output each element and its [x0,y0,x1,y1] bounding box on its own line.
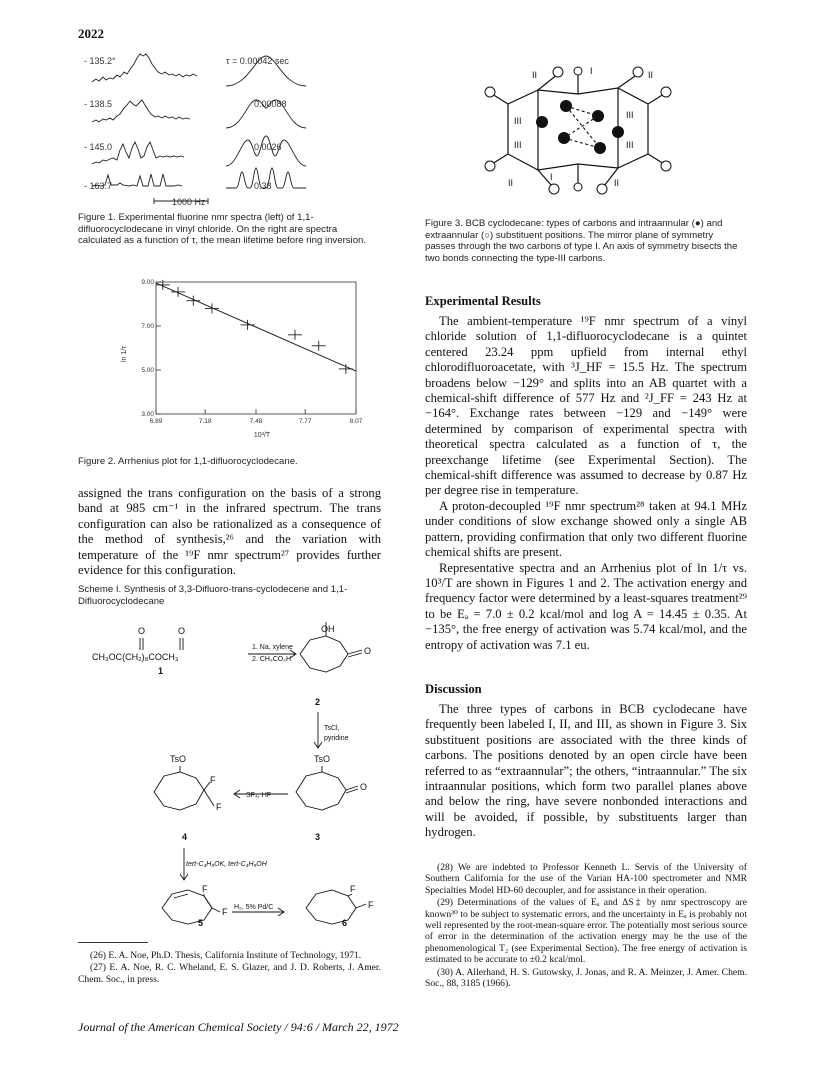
fig1-temp-label: - 163.7 [84,181,113,191]
o-label: O [364,646,372,656]
experimental-text [425,314,747,653]
y-tick-label: 9.00 [141,279,154,286]
section-heading-discussion: Discussion [425,682,482,696]
carbon-type-label: III [514,140,522,150]
reagent-label: 1. Na, xylene [252,644,293,651]
x-tick-label: 7.77 [298,418,312,425]
carbon-type-label: I [550,172,553,182]
plot-frame [156,282,356,414]
fig1-exp-spectrum [92,174,182,186]
data-point [312,341,326,351]
footnote: (26) E. A. Noe, Ph.D. Thesis, California Institute of Technology, 1971. [90,950,362,961]
y-axis-label: ln 1/τ [121,346,128,362]
fig1-temp-label: - 135.2° [84,56,116,66]
y-tick-label: 5.00 [141,367,154,374]
scheme-synthesis [78,610,383,930]
footnote: (28) We are indebted to Professor Kenneth L. Servis of the University of Southern California for the use of the Varian HA-100 spectrometer and NMR Specialties Model HD-60 decoupler, and for assistance in their operation. [425,862,747,896]
f-label: F [216,802,222,812]
figure2-arrhenius-plot [110,272,370,442]
carbon-type-label: II [508,178,514,188]
f-label: F [210,775,216,785]
f-label: F [222,907,228,917]
compound-number: 2 [315,697,321,707]
tso-label: TsO [170,754,187,764]
compound-number: 5 [198,918,204,928]
reagent-label: tert-C₄H₉OK, tert-C₄H₉OH [186,861,267,868]
left-footnotes [78,950,381,986]
fig1-temp-label: - 138.5 [84,99,113,109]
y-tick-label: 3.00 [141,411,154,418]
paragraph: The ambient-temperature ¹⁹F nmr spectrum of a vinyl chloride solution of 1,1-difluorocyclodecane is a quintet centered 23.24 ppm upfield from internal ethyl chlorodifluoroacetate, with ³J_HF = 15.5 Hz. The spectrum broadens below −129° and splits into an AB quartet with a chemical-shift difference of 577 Hz and ²J_FF = 243 Hz at −164°. Exchange rates between −129 and −149° were determined by comparison of experimental spectra with theoretical spectra calculated as a function of τ, the preexchange lifetime (see Experimental Section). The chemical-shift difference was assumed to decrease by 0.87 Hz per degree rise in temperature. [425,314,747,498]
page-number: 2022 [78,26,104,41]
compound-number: 6 [342,918,348,928]
compound-number: 1 [158,666,164,676]
data-point [339,364,353,374]
figure1-spectra [78,48,378,210]
carbon-type-label: II [614,178,620,188]
cyclodecane-ring [306,890,356,924]
reagent-label: pyridine [324,735,349,742]
reagent-label: 2. CH₃CO₂H [252,656,292,663]
compound-number: 3 [315,832,321,842]
carbon-type-label: III [626,140,634,150]
figure3-caption: Figure 3. BCB cyclodecane: types of carbons and intraannular (●) and extraannular (○) substituent positions. The mirror plane of symmetry passes through the two carbons of type I. An axis of symmetry bisects the two bonds connecting the type-III carbons. [425,218,738,264]
f-label: F [368,900,374,910]
footnote: (29) Determinations of the values of Eₐ and ΔS‡ by nmr spectroscopy are known³⁰ to be subject to systematic errors, and the uncertainty in Eₐ is probably not well represented by the root-mean-square error. The potentially most serious source of error in the determination of the activation energy may be the use of the phenomenological T₂ (see Experimental Section). The free energy of activation is estimated to be accurate to ±0.2 kcal/mol. [425,897,747,966]
x-axis-label: 10³/T [253,432,271,439]
data-point [288,330,302,340]
carbon-type-label: II [648,70,654,80]
compound-number: 4 [182,832,188,842]
fig1-tau-label: 0.00088 [254,99,287,109]
svg-text:O: O [138,626,146,636]
reactant-formula: CH₃OC(CH₂)₈COCH₃ [92,652,179,662]
fig1-temp-label: - 145.0 [84,142,113,152]
section-heading-experimental: Experimental Results [425,294,541,308]
x-tick-label: 7.18 [198,418,212,425]
figure1-caption: Figure 1. Experimental fluorine nmr spectra (left) of 1,1-difluorocyclodecane in vinyl chloride. On the right are spectra calculated as a function of τ, the mean lifetime before ring inversion. [78,212,367,247]
right-footnotes [425,862,747,990]
cyclodecane-ring [296,772,346,810]
oh-label: OH [321,624,335,634]
paragraph: A proton-decoupled ¹⁹F nmr spectrum²⁸ taken at 94.1 MHz under conditions of slow exchange showed only a single AB pattern, providing confirmation that only two different fluorine chemical shifts are present. [425,498,747,560]
x-tick-label: 8.07 [349,418,363,425]
tso-label: TsO [314,754,331,764]
fig1-tau-label: τ = 0.00042 sec [226,56,289,66]
cyclodecane-ring [300,636,348,672]
x-tick-label: 7.48 [249,418,263,425]
data-point [205,303,219,313]
svg-text:O: O [178,626,186,636]
fig1-tau-label: 0.0026 [254,142,282,152]
paragraph: The three types of carbons in BCB cyclodecane have frequently been labeled I, II, and III, as shown in Figure 3. Six substituent positions are associated with the three kinds of carbons. The positions denoted by an open circle have been referred to as “extraannular”; the others, “intraannular.” The six intraannular positions, which form two parallel planes above and below the ring, have severe nonbonded interactions and will be avoided, if possible, by substituents larger than hydrogen. [425,702,747,840]
cyclodecane-ring [162,890,212,924]
journal-footer: Journal of the American Chemical Society / 94:6 / March 22, 1972 [78,1020,399,1034]
f-label: F [202,884,208,894]
cyclodecane-ring [154,772,204,810]
o-label: O [360,782,368,792]
fit-line [156,283,356,371]
fig1-tau-label: 0.38 [254,181,272,191]
reagent-label: TsCl, [324,725,340,732]
discussion-text [425,702,747,841]
reagent-label: H₂, 5% Pd/C [234,904,274,911]
y-tick-label: 7.00 [141,323,154,330]
x-tick-label: 6.89 [149,418,163,425]
footnote: (27) E. A. Noe, R. C. Wheland, E. S. Glazer, and J. D. Roberts, J. Amer. Chem. Soc., in press. [78,962,381,985]
carbon-type-label: I [590,66,593,76]
scheme-title: Scheme I. Synthesis of 3,3-Difluoro-trans-cyclodecene and 1,1-Difluorocyclodecane [78,584,348,607]
left-body-text: assigned the trans configuration on the basis of a strong band at 985 cm⁻¹ in the infrared spectrum. The trans configuration can also be rationalized as a consequence of the method of synthesis,²⁶ and the variation with temperature of the ¹⁹F nmr spectrum²⁷ provides further evidence for this configuration. [78,486,381,578]
reagent-label: SF₄, HF [246,792,272,799]
carbon-type-label: II [532,70,538,80]
figure2-caption: Figure 2. Arrhenius plot for 1,1-difluorocyclodecane. [78,456,298,467]
paragraph: Representative spectra and an Arrhenius plot of ln 1/τ vs. 10³/T are shown in Figures 1 and 2. The activation energy and frequency factor were determined by a least-squares treatment²⁹ to be Eₐ = 7.0 ± 0.2 kcal/mol and log A = 14.45 ± 0.35. At −135°, the free energy of activation was 5.74 kcal/mol, and the entropy of activation was 7.1 eu. [425,560,747,652]
f-label: F [350,884,356,894]
carbon-type-label: III [514,116,522,126]
carbon-type-label: III [626,110,634,120]
fig1-scale-label: 1000 Hz [172,197,206,207]
footnote: (30) A. Allerhand, H. S. Gutowsky, J. Jonas, and R. A. Meinzer, J. Amer. Chem. Soc., 88, 3185 (1966). [425,966,747,990]
figure3-bcb-cyclodecane [478,44,698,204]
